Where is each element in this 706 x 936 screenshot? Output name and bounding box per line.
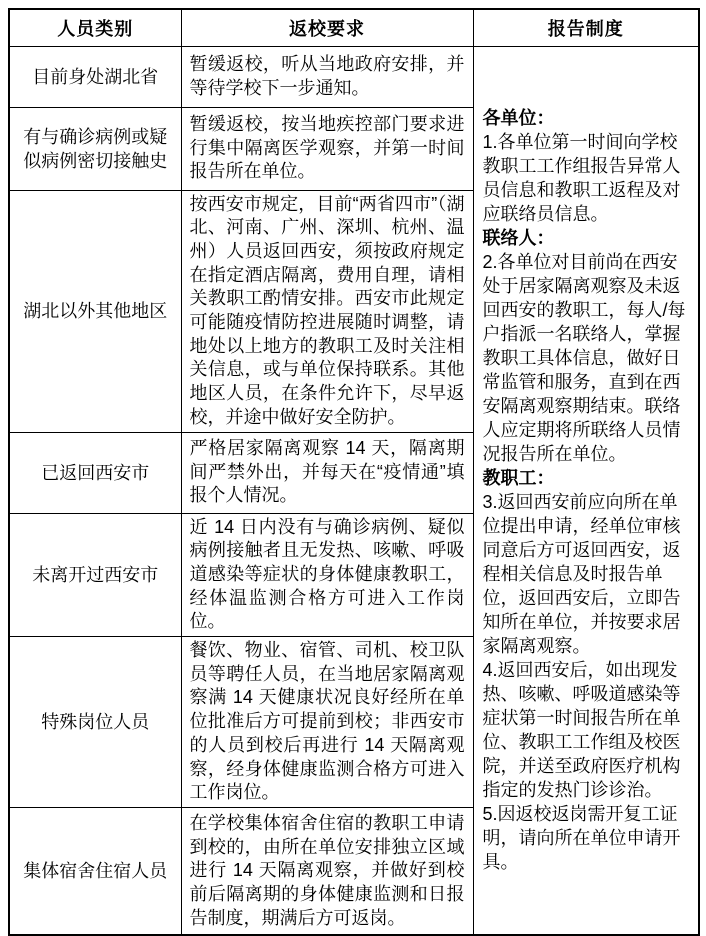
category-cell-other-regions: 湖北以外其他地区 [9, 190, 181, 432]
report-paragraph: 4.返回西安后，如出现发热、咳嗽、呼吸道感染等症状第一时间报告所在单位、教职工工作组及校医院，并送至政府医疗机构指定的发热门诊诊治。 [482, 660, 681, 801]
report-paragraph: 1.各单位第一时间向学校教职工工作组报告异常人员信息和教职工返程及对应联络员信息。 [482, 132, 681, 225]
requirement-cell-special-posts: 餐饮、物业、宿管、司机、校卫队员等聘任人员，在当地居家隔离观察满 14 天健康状况良好经所在单位批准后方可提前到校；非西安市的人员到校后再进行 14 天隔离观察，经身体健康监测合格方可进入工作岗位。 [181, 637, 473, 808]
column-header-reporting-system: 报告制度 [473, 9, 699, 46]
report-section-liaisons [483, 226, 691, 466]
category-cell-dormitory: 集体宿舍住宿人员 [9, 807, 181, 935]
report-section-label: 各单位： [482, 108, 555, 129]
report-section-label: 教职工： [482, 468, 555, 489]
report-section-label: 联络人： [482, 228, 555, 249]
column-header-personnel-category: 人员类别 [9, 9, 181, 46]
report-paragraph: 3.返回西安前应向所在单位提出申请，经单位审核同意后方可返回西安，返程相关信息及时报告单位，返回西安后，立即告知所在单位，并按要求居家隔离观察。 [482, 492, 681, 657]
category-cell-special-posts: 特殊岗位人员 [9, 637, 181, 808]
requirement-cell-dormitory: 在学校集体宿舍住宿的教职工申请到校的，由所在单位安排独立区域进行 14 天隔离观察，并做好到校前后隔离期的身体健康监测和日报告制度，期满后方可返岗。 [181, 807, 473, 935]
requirement-cell-close-contact: 暂缓返校，按当地疾控部门要求进行集中隔离医学观察，并第一时间报告所在单位。 [181, 107, 473, 190]
category-cell-never-left-xian: 未离开过西安市 [9, 513, 181, 637]
report-paragraph: 5.因返校返岗需开复工证明，请向所在单位申请开具。 [482, 804, 681, 873]
header-row [9, 9, 699, 46]
reporting-system-cell [473, 46, 699, 935]
category-cell-returned-xian: 已返回西安市 [9, 432, 181, 513]
table-row [9, 46, 699, 107]
requirement-cell-never-left-xian: 近 14 日内没有与确诊病例、疑似病例接触者且无发热、咳嗽、呼吸道感染等症状的身体健康教职工，经体温监测合格方可进入工作岗位。 [181, 513, 473, 637]
category-cell-close-contact: 有与确诊病例或疑似病例密切接触史 [9, 107, 181, 190]
category-cell-hubei: 目前身处湖北省 [9, 46, 181, 107]
report-section-units [483, 106, 691, 226]
column-header-return-requirements: 返校要求 [181, 9, 473, 46]
requirement-cell-hubei: 暂缓返校，听从当地政府安排，并等待学校下一步通知。 [181, 46, 473, 107]
report-section-staff [483, 466, 691, 874]
return-policy-table [8, 8, 700, 936]
requirement-cell-other-regions: 按西安市规定，目前“两省四市”（湖北、河南、广州、深圳、杭州、温州）人员返回西安，须按政府规定在指定酒店隔离，费用自理，请相关教职工酌情安排。西安市此规定可能随疫情防控进展随时调整，请地处以上地方的教职工及时关注相关信息，或与单位保持联系。其他地区人员，在条件允许下，尽早返校，并途中做好安全防护。 [181, 190, 473, 432]
report-paragraph: 2.各单位对目前尚在西安处于居家隔离观察及未返回西安的教职工，每人/每户指派一名联络人，掌握教职工具体信息，做好日常监管和服务，直到在西安隔离观察期结束。联络人应定期将所联络人员情况报告所在单位。 [482, 252, 686, 465]
requirement-cell-returned-xian: 严格居家隔离观察 14 天，隔离期间严禁外出，并每天在“疫情通”填报个人情况。 [181, 432, 473, 513]
